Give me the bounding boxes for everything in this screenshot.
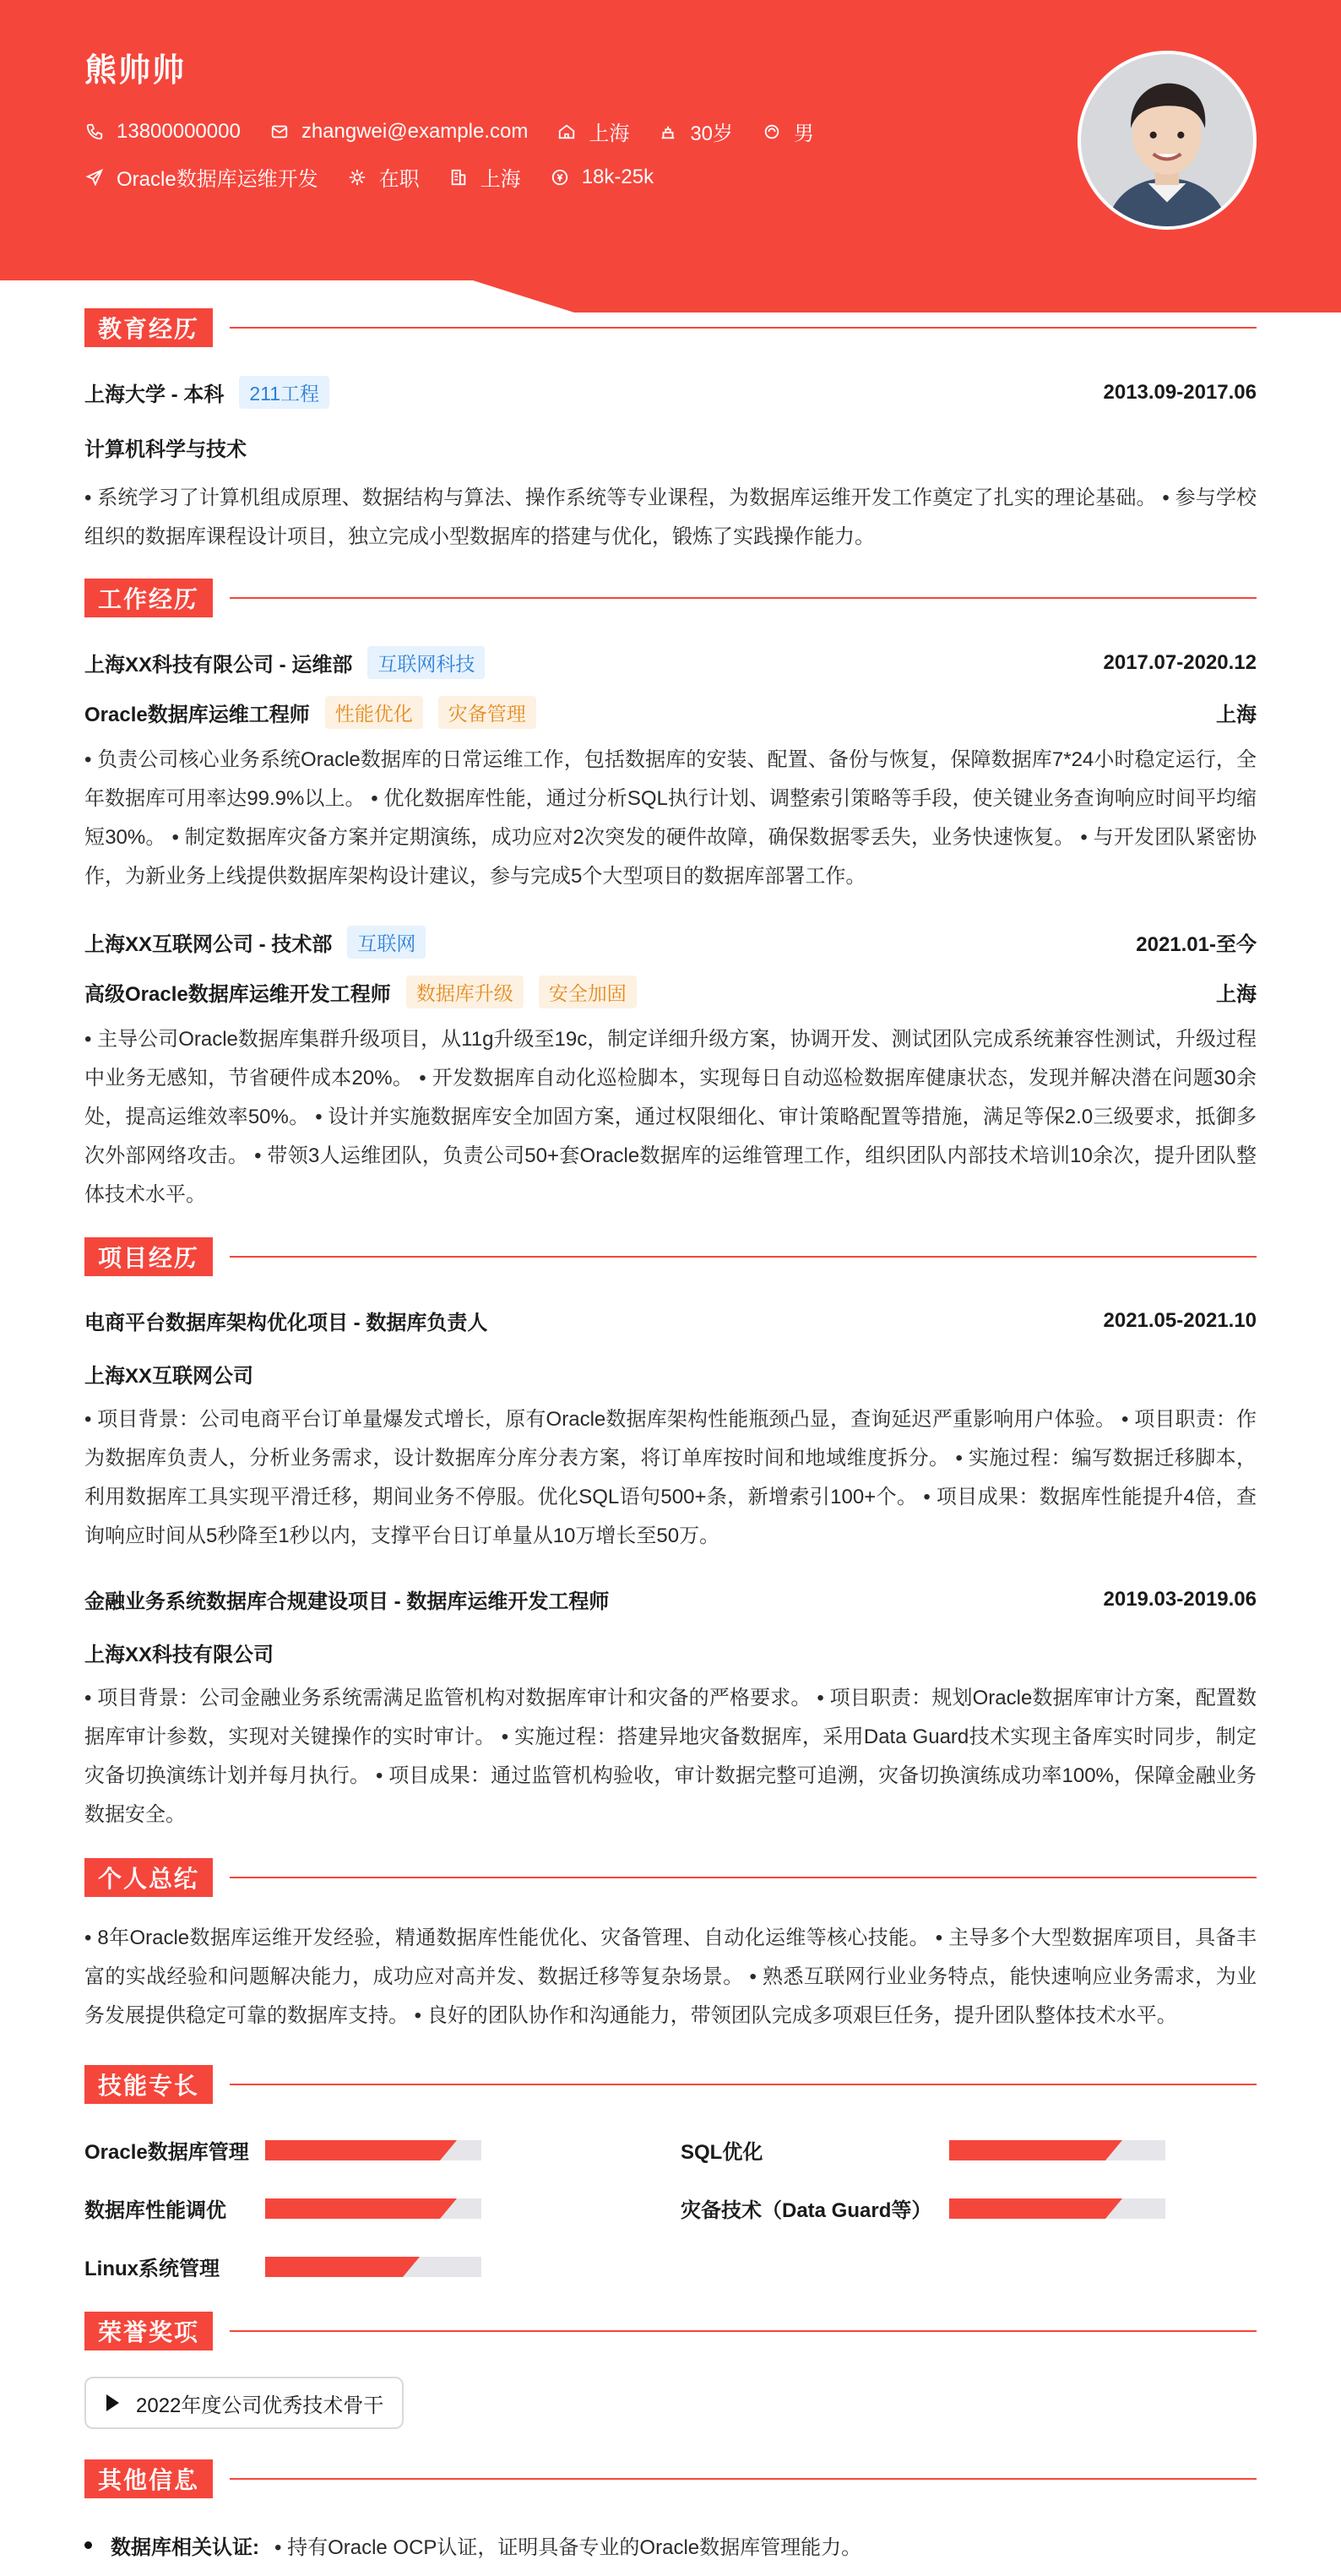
company-name: 上海XX科技有限公司 - 运维部	[84, 654, 353, 677]
phone-text: 13800000000	[117, 119, 241, 143]
education-header-row	[84, 376, 1257, 409]
education-section	[84, 308, 1257, 347]
project-header-row	[84, 1584, 1257, 1614]
section-divider	[230, 2478, 1257, 2480]
role-title: 高级Oracle数据库运维开发工程师	[84, 983, 391, 1006]
work-description: • 负责公司核心业务系统Oracle数据库的日常运维工作，包括数据库的安装、配置、备份与恢复，保障数据库7*24小时稳定运行，全年数据库可用率达99.9%以上。 • 优化数据库性能，通过分析SQL执行计划、调整索引策略等手段，使关键业务查询响应时间平均缩短30%。 • 制定数据库灾备方案并定期演练，成功应对2次突发的硬件故障，确保数据零丢失，业务快速恢复。 • 与开发团队紧密协作，为新业务上线提供数据库架构设计建议，参与完成5个大型项目的数据库部署工作。	[84, 748, 1257, 888]
salary-icon	[550, 167, 570, 187]
project-entry	[84, 1584, 1257, 1834]
skill-bar-fill	[265, 2140, 440, 2160]
role-title: Oracle数据库运维工程师	[84, 704, 310, 726]
skill-tag: 灾备管理	[438, 696, 536, 729]
skill-item	[681, 2193, 931, 2223]
section-divider	[230, 327, 1257, 329]
project-org-row	[84, 1359, 1257, 1389]
skill-tag: 安全加固	[539, 976, 637, 1008]
job-intent-row	[84, 162, 682, 192]
city-text: 上海	[480, 168, 521, 191]
education-date: 2013.09-2017.06	[1103, 380, 1257, 404]
status-text: 在职	[378, 168, 420, 191]
skill-name: Oracle数据库管理	[84, 2141, 249, 2164]
major-name: 计算机科学与技术	[84, 438, 247, 461]
section-header	[84, 1237, 1257, 1276]
skill-bar	[265, 2140, 481, 2160]
work-header-row	[84, 926, 1257, 959]
status-icon	[347, 167, 367, 187]
skill-name: 数据库性能调优	[84, 2199, 226, 2222]
project-header-row	[84, 1306, 1257, 1335]
section-divider	[230, 2330, 1257, 2332]
summary-text: • 8年Oracle数据库运维开发经验，精通数据库性能优化、灾备管理、自动化运维等核心技能。 • 主导多个大型数据库项目，具备丰富的实战经验和问题解决能力，成功应对高并发、数据迁移等复杂场景。 • 熟悉互联网行业业务特点，能快速响应业务需求，为业务发展提供稳定可靠的数据库支持。 • 良好的团队协作和沟通能力，带领团队完成多项艰巨任务，提升团队整体技术水平。	[84, 1927, 1257, 2027]
bullet-icon	[84, 2541, 92, 2549]
age-info	[658, 117, 733, 146]
email-text: zhangwei@example.com	[301, 119, 529, 143]
industry-tag: 互联网	[347, 926, 426, 959]
work-city: 上海	[1216, 704, 1257, 726]
avatar-portrait	[1081, 54, 1253, 226]
mail-icon	[269, 122, 290, 142]
city-info	[448, 162, 521, 192]
age-icon	[658, 122, 678, 142]
project-description: • 项目背景：公司电商平台订单量爆发式增长，原有Oracle数据库架构性能瓶颈凸显，查询延迟严重影响用户体验。 • 项目职责：作为数据库负责人，分析业务需求，设计数据库分库分表方案，将订单库按时间和地域维度拆分。 • 实施过程：编写数据迁移脚本，利用数据库工具实现平滑迁移，期间业务不停服。优化SQL语句500+条，新增索引100+个。 • 项目成果：数据库性能提升4倍，查询响应时间从5秒降至1秒以内，支撑平台日订单量从10万增长至50万。	[84, 1408, 1257, 1547]
project-section	[84, 1237, 1257, 1276]
section-title: 技能专长	[84, 2065, 213, 2104]
school-tag: 211工程	[239, 376, 329, 409]
gender-text: 男	[794, 122, 815, 145]
section-divider	[230, 597, 1257, 599]
major-row	[84, 432, 1257, 462]
section-header	[84, 579, 1257, 617]
section-divider	[230, 1877, 1257, 1878]
other-item	[84, 2530, 861, 2560]
intent-text: Oracle数据库运维开发	[117, 168, 318, 191]
location-text: 上海	[589, 122, 630, 145]
work-date: 2017.07-2020.12	[1103, 650, 1257, 674]
resume-header	[0, 0, 1341, 312]
skill-name: 灾备技术（Data Guard等）	[681, 2199, 932, 2222]
project-title: 电商平台数据库架构优化项目 - 数据库负责人	[84, 1312, 488, 1334]
skill-bar	[265, 2198, 481, 2219]
work-city: 上海	[1216, 983, 1257, 1006]
send-icon	[84, 167, 105, 187]
age-text: 30岁	[690, 122, 734, 145]
skill-item	[84, 2135, 249, 2165]
skill-tag: 性能优化	[325, 696, 423, 729]
skills-section	[84, 2065, 1257, 2104]
project-org-row	[84, 1638, 1257, 1667]
salary-info	[550, 166, 654, 189]
section-divider	[230, 1256, 1257, 1258]
summary-entry	[84, 1919, 1257, 2035]
gender-info	[762, 117, 814, 146]
section-header	[84, 1858, 1257, 1897]
honor-text: 2022年度公司优秀技术骨干	[136, 2394, 384, 2417]
section-header	[84, 308, 1257, 347]
role-row	[84, 696, 1257, 729]
school-name: 上海大学 - 本科	[84, 383, 225, 406]
section-header	[84, 2459, 1257, 2498]
skill-bar	[949, 2140, 1165, 2160]
work-entry	[84, 646, 1257, 896]
candidate-name: 熊帅帅	[84, 53, 187, 89]
section-title: 荣誉奖项	[84, 2312, 213, 2350]
skill-name: SQL优化	[681, 2141, 763, 2164]
skill-bar-fill	[949, 2198, 1105, 2219]
section-title: 其他信息	[84, 2459, 213, 2498]
skill-bar	[265, 2257, 481, 2277]
education-description: • 系统学习了计算机组成原理、数据结构与算法、操作系统等专业课程，为数据库运维开发工作奠定了扎实的理论基础。 • 参与学校组织的数据库课程设计项目，独立完成小型数据库的搭建与优化，锻炼了实践操作能力。	[84, 486, 1257, 548]
skill-item	[84, 2193, 226, 2223]
email-info	[269, 120, 529, 144]
project-description: • 项目背景：公司金融业务系统需满足监管机构对数据库审计和灾备的严格要求。 • 项目职责：规划Oracle数据库审计方案，配置数据库审计参数，实现对关键操作的实时审计。 • 实施过程：搭建异地灾备数据库，采用Data Guard技术实现主备库实时同步，制定灾备切换演练计划并每月执行。 • 项目成果：通过监管机构验收，审计数据完整可追溯，灾备切换演练成功率100%，保障金融业务数据安全。	[84, 1687, 1257, 1826]
skill-bar	[949, 2198, 1165, 2219]
project-date: 2019.03-2019.06	[1103, 1587, 1257, 1611]
work-section	[84, 579, 1257, 617]
project-entry	[84, 1306, 1257, 1556]
play-triangle-icon	[106, 2394, 119, 2411]
industry-tag: 互联网科技	[367, 646, 485, 679]
section-title: 个人总结	[84, 1858, 213, 1897]
contact-row	[84, 117, 843, 146]
honor-item	[84, 2377, 404, 2429]
project-org: 上海XX科技有限公司	[84, 1644, 274, 1666]
gender-icon	[762, 122, 782, 142]
project-date: 2021.05-2021.10	[1103, 1308, 1257, 1332]
salary-text: 18k-25k	[581, 165, 654, 188]
role-row	[84, 976, 1257, 1008]
skill-item	[681, 2135, 763, 2165]
building-icon	[448, 167, 469, 187]
section-title: 项目经历	[84, 1237, 213, 1276]
work-date: 2021.01-至今	[1136, 933, 1257, 956]
honors-section	[84, 2312, 1257, 2350]
other-section	[84, 2459, 1257, 2498]
other-label: 数据库相关认证:	[111, 2536, 259, 2559]
work-description: • 主导公司Oracle数据库集群升级项目，从11g升级至19c，制定详细升级方案，协调开发、测试团队完成系统兼容性测试，升级过程中业务无感知，节省硬件成本20%。 • 开发数据库自动化巡检脚本，实现每日自动巡检数据库健康状态，发现并解决潜在问题30余处，提高运维效率50%。 • 设计并实施数据库安全加固方案，通过权限细化、审计策略配置等措施，满足等保2.0三级要求，抵御多次外部网络攻击。 • 带领3人运维团队，负责公司50+套Oracle数据库的运维管理工作，组织团队内部技术培训10余次，提升团队整体技术水平。	[84, 1028, 1257, 1206]
section-divider	[230, 2084, 1257, 2085]
work-header-row	[84, 646, 1257, 679]
work-entry	[84, 926, 1257, 1215]
company-name: 上海XX互联网公司 - 技术部	[84, 933, 333, 956]
phone-icon	[84, 122, 105, 142]
education-entry	[84, 376, 1257, 557]
section-header	[84, 2065, 1257, 2104]
home-icon	[556, 122, 577, 142]
skill-bar-fill	[265, 2198, 440, 2219]
skill-name: Linux系统管理	[84, 2258, 220, 2280]
skill-item	[84, 2252, 220, 2281]
intent-info	[84, 162, 318, 192]
skill-tag: 数据库升级	[406, 976, 524, 1008]
other-text: • 持有Oracle OCP认证，证明具备专业的Oracle数据库管理能力。	[274, 2536, 862, 2559]
summary-section	[84, 1858, 1257, 1897]
phone-info	[84, 120, 241, 144]
project-org: 上海XX互联网公司	[84, 1365, 254, 1388]
section-title: 工作经历	[84, 579, 213, 617]
skill-bar-fill	[949, 2140, 1105, 2160]
avatar	[1078, 51, 1257, 230]
skill-bar-fill	[265, 2257, 403, 2277]
section-title: 教育经历	[84, 308, 213, 347]
location-info	[556, 117, 629, 146]
project-title: 金融业务系统数据库合规建设项目 - 数据库运维开发工程师	[84, 1590, 610, 1613]
status-info	[347, 162, 420, 192]
section-header	[84, 2312, 1257, 2350]
